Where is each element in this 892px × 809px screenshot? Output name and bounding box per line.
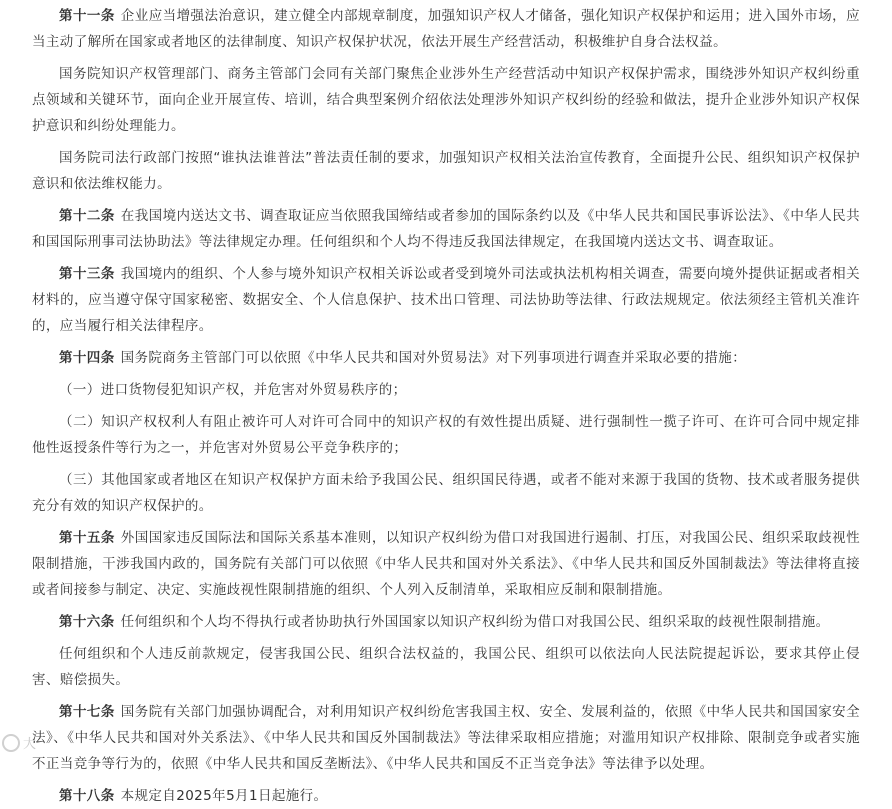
article-number: 第十一条 <box>59 8 115 24</box>
paragraph-text: 企业应当增强法治意识，建立健全内部规章制度，加强知识产权人才储备，强化知识产权保护和运用；进入国外市场，应当主动了解所在国家或者地区的法律制度、知识产权保护状况，依法开展生产经营活动，积极维护自身合法权益。 <box>32 8 860 50</box>
paragraph-article-18 <box>32 783 860 809</box>
paragraph-text: 国务院司法行政部门按照“谁执法谁普法”普法责任制的要求，加强知识产权相关法治宣传教育，全面提升公民、组织知识产权保护意识和依法维权能力。 <box>32 150 860 192</box>
paragraph <box>32 641 860 693</box>
paragraph-article-13 <box>32 261 860 339</box>
watermark-text: 大 <box>23 736 37 751</box>
list-item <box>32 377 860 403</box>
paragraph-article-12 <box>32 203 860 255</box>
paragraph-text: 在我国境内送达文书、调查取证应当依照我国缔结或者参加的国际条约以及《中华人民共和国民事诉讼法》、《中华人民共和国国际刑事司法协助法》等法律规定办理。任何组织和个人均不得违反我国法律规定，在我国境内送达文书、调查取证。 <box>32 208 860 250</box>
list-item <box>32 467 860 519</box>
paragraph-article-16 <box>32 609 860 635</box>
paragraph-text: 本规定自2025年5月1日起施行。 <box>120 788 328 804</box>
article-number: 第十五条 <box>59 530 115 546</box>
paragraph <box>32 61 860 139</box>
paragraph-article-15 <box>32 525 860 603</box>
paragraph-article-17 <box>32 699 860 777</box>
paragraph-article-11 <box>32 3 860 55</box>
article-number: 第十四条 <box>59 350 115 366</box>
paragraph-text: 外国国家违反国际法和国际关系基本准则，以知识产权纠纷为借口对我国进行遏制、打压，对我国公民、组织采取歧视性限制措施，干涉我国内政的，国务院有关部门可以依照《中华人民共和国对外关系法》、《中华人民共和国反外国制裁法》等法律将直接或者间接参与制定、决定、实施歧视性限制措施的组织、个人列入反制清单，采取相应反制和限制措施。 <box>32 530 860 598</box>
paragraph-text: 任何组织和个人违反前款规定，侵害我国公民、组织合法权益的，我国公民、组织可以依法向人民法院提起诉讼，要求其停止侵害、赔偿损失。 <box>32 646 860 688</box>
article-number: 第十三条 <box>59 266 115 282</box>
paragraph-text: 我国境内的组织、个人参与境外知识产权相关诉讼或者受到境外司法或执法机构相关调查，需要向境外提供证据或者相关材料的，应当遵守保守国家秘密、数据安全、个人信息保护、技术出口管理、司法协助等法律、行政法规规定。依法须经主管机关准许的，应当履行相关法律程序。 <box>32 266 860 334</box>
article-number: 第十七条 <box>59 704 115 720</box>
article-number: 第十二条 <box>59 208 115 224</box>
paragraph <box>32 145 860 197</box>
paragraph-text: 任何组织和个人均不得执行或者协助执行外国国家以知识产权纠纷为借口对我国公民、组织采取的歧视性限制措施。 <box>120 614 830 630</box>
article-number: 第十八条 <box>59 788 115 804</box>
document-body <box>32 0 860 809</box>
paragraph-text: （三）其他国家或者地区在知识产权保护方面未给予我国公民、组织国民待遇，或者不能对来源于我国的货物、技术或者服务提供充分有效的知识产权保护的。 <box>32 472 860 514</box>
paragraph-article-14 <box>32 345 860 371</box>
paragraph-text: 国务院有关部门加强协调配合，对利用知识产权纠纷危害我国主权、安全、发展利益的，依照《中华人民共和国国家安全法》、《中华人民共和国对外关系法》、《中华人民共和国反外国制裁法》等法律采取相应措施；对滥用知识产权排除、限制竞争或者实施不正当竞争等行为的，依照《中华人民共和国反垄断法》、《中华人民共和国反不正当竞争法》等法律予以处理。 <box>32 704 860 772</box>
paragraph-text: （一）进口货物侵犯知识产权，并危害对外贸易秩序的； <box>59 382 407 398</box>
article-number: 第十六条 <box>59 614 115 630</box>
paragraph-text: （二）知识产权权利人有阻止被许可人对许可合同中的知识产权的有效性提出质疑、进行强制性一揽子许可、在许可合同中规定排他性返授条件等行为之一，并危害对外贸易公平竞争秩序的； <box>32 414 860 456</box>
list-item <box>32 409 860 461</box>
watermark-logo-icon <box>2 734 20 752</box>
watermark <box>2 733 36 752</box>
paragraph-text: 国务院知识产权管理部门、商务主管部门会同有关部门聚焦企业涉外生产经营活动中知识产权保护需求，围绕涉外知识产权纠纷重点领域和关键环节，面向企业开展宣传、培训，结合典型案例介绍依法处理涉外知识产权纠纷的经验和做法，提升企业涉外知识产权保护意识和纠纷处理能力。 <box>32 66 860 134</box>
paragraph-text: 国务院商务主管部门可以依照《中华人民共和国对外贸易法》对下列事项进行调查并采取必要的措施： <box>120 350 747 366</box>
